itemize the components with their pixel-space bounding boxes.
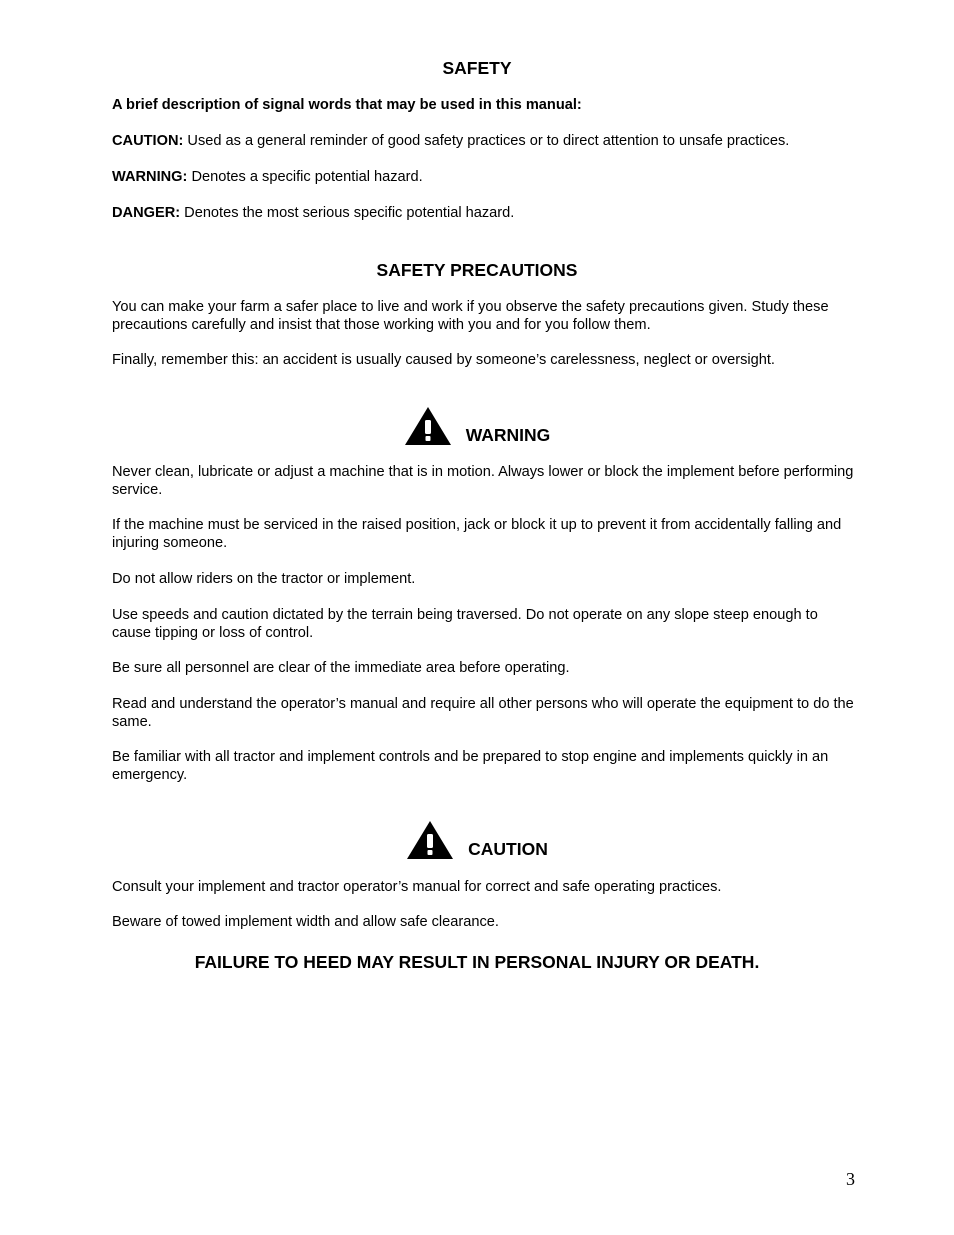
warning-item: Do not allow riders on the tractor or implement. xyxy=(112,571,416,587)
injury-warning-heading: FAILURE TO HEED MAY RESULT IN PERSONAL INJURY OR DEATH. xyxy=(194,952,760,972)
warning-item: Never clean, lubricate or adjust a machine that is in motion. Always lower or block the implement before performing service. xyxy=(112,464,854,498)
warning-signal-header xyxy=(0,406,954,446)
caution-definition xyxy=(112,133,860,151)
warning-item: Be sure all personnel are clear of the immediate area before operating. xyxy=(112,660,570,676)
caution-term: CAUTION: xyxy=(112,133,184,149)
caution-item: Beware of towed implement width and allow safe clearance. xyxy=(112,914,499,930)
caution-triangle-icon xyxy=(406,820,454,860)
warning-description: Denotes a specific potential hazard. xyxy=(187,169,423,185)
precautions-paragraph: You can make your farm a safer place to live and work if you observe the safety precautions given. Study these precautions carefully and insist that those working with you and for you follow them. xyxy=(112,299,829,333)
danger-description: Denotes the most serious specific potential hazard. xyxy=(180,205,515,221)
caution-signal-header xyxy=(0,820,954,860)
safety-precautions-heading: SAFETY PRECAUTIONS xyxy=(376,260,578,280)
caution-description: Used as a general reminder of good safety practices or to direct attention to unsafe practices. xyxy=(183,133,790,149)
page-number: 3 xyxy=(846,1169,855,1189)
precautions-paragraph: Finally, remember this: an accident is usually caused by someone’s carelessness, neglect or oversight. xyxy=(112,352,775,368)
warning-label: WARNING xyxy=(465,425,551,445)
warning-triangle-icon xyxy=(404,406,452,446)
caution-label: CAUTION xyxy=(468,839,548,859)
warning-item: Use speeds and caution dictated by the terrain being traversed. Do not operate on any slope steep enough to cause tipping or loss of control. xyxy=(112,607,818,641)
warning-item: If the machine must be serviced in the raised position, jack or block it up to prevent it from accidentally falling and injuring someone. xyxy=(112,517,842,551)
warning-term: WARNING: xyxy=(112,169,188,185)
caution-item: Consult your implement and tractor operator’s manual for correct and safe operating practices. xyxy=(112,879,722,895)
warning-item: Read and understand the operator’s manual and require all other persons who will operate the equipment to do the same. xyxy=(112,696,854,730)
warning-definition xyxy=(112,169,860,187)
signal-words-intro: A brief description of signal words that may be used in this manual: xyxy=(112,97,582,113)
safety-heading: SAFETY xyxy=(442,58,512,78)
danger-definition xyxy=(112,205,860,223)
danger-term: DANGER: xyxy=(112,205,181,221)
warning-item: Be familiar with all tractor and implement controls and be prepared to stop engine and implements quickly in an emergency. xyxy=(112,749,829,783)
